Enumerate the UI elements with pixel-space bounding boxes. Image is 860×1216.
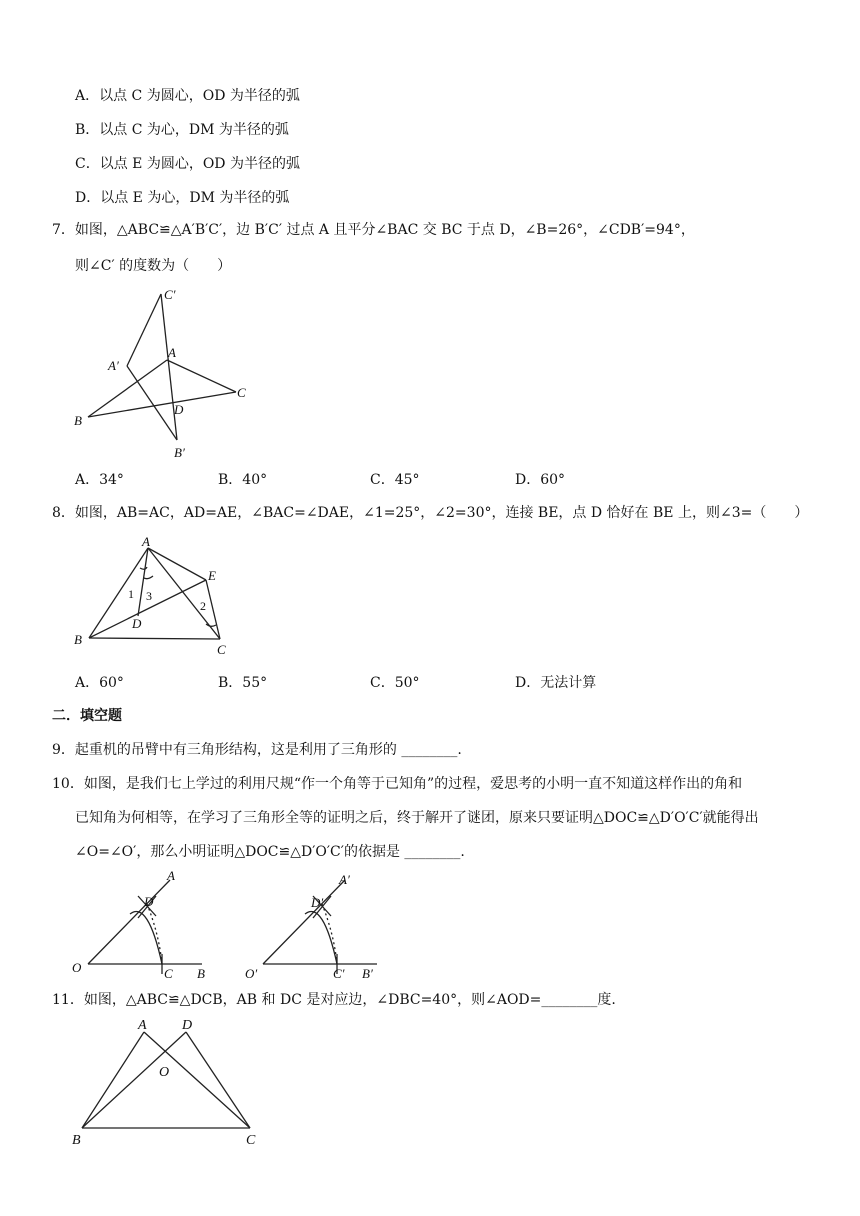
q10r-ray-OA	[263, 880, 345, 964]
q7-seg-A-C	[167, 360, 236, 392]
q8-label-B: B	[74, 632, 82, 647]
q7-option-b: B．40°	[218, 472, 268, 488]
q7-option-c: C．45°	[370, 472, 420, 488]
q8-label-1: 1	[128, 587, 134, 601]
q10-figure-left	[70, 866, 220, 982]
q7-option-a: A．34°	[75, 472, 124, 488]
q8-angle-arc-1	[140, 567, 147, 569]
q7-option-d: D．60°	[515, 472, 566, 488]
q8-angle-arc-3	[144, 576, 153, 579]
q7-label-B: B	[74, 413, 82, 428]
q8-label-3: 3	[146, 589, 152, 603]
q8-stem-line1: 8．如图，AB=AC，AD=AE，∠BAC=∠DAE，∠1=25°，∠2=30°，连接 BE，点 D 恰好在 BE 上，则∠3=（ ）	[52, 505, 809, 521]
q7-seg-Cp-Bp	[161, 294, 177, 440]
q11-seg-D-C	[186, 1032, 250, 1128]
q11-stem: 11．如图，△ABC≌△DCB，AB 和 DC 是对应边，∠DBC=40°，则∠AOD=________度.	[52, 992, 616, 1008]
q8-option-a: A．60°	[75, 675, 124, 691]
q8-label-E: E	[208, 568, 216, 583]
q7-stem-line2: 则∠C′ 的度数为（ ）	[75, 258, 232, 274]
q8-seg-A-D	[138, 548, 148, 616]
q11-label-A: A	[138, 1018, 147, 1033]
q8-label-C: C	[217, 642, 226, 657]
q6-option-c: C．以点 E 为圆心，OD 为半径的弧	[75, 156, 300, 172]
q10r-label-A: A′	[339, 872, 350, 887]
q10r-label-O: O′	[245, 966, 258, 981]
q10-stem-line2: 已知角为何相等，在学习了三角形全等的证明之后，终于解开了谜团，原来只要证明△DOC≌△D′O′C′就能得出	[75, 810, 759, 826]
q7-label-Cp: C′	[164, 287, 176, 302]
q11-label-O: O	[159, 1065, 170, 1080]
q9-stem: 9．起重机的吊臂中有三角形结构，这是利用了三角形的 ________.	[52, 742, 462, 758]
q11-label-C: C	[246, 1133, 256, 1148]
q10r-label-C: C′	[333, 966, 345, 981]
q7-label-Bp: B′	[174, 445, 185, 460]
q7-label-C: C	[237, 385, 246, 400]
q7-stem-line1: 7．如图，△ABC≌△A′B′C′，边 B′C′ 过点 A 且平分∠BAC 交 BC 于点 D，∠B=26°，∠CDB′=94°，	[52, 222, 695, 238]
q10l-label-O: O	[72, 960, 82, 975]
q8-figure	[70, 536, 240, 660]
q8-label-A: A	[142, 534, 150, 549]
q8-option-b: B．55°	[218, 675, 268, 691]
q7-seg-Cp-Ap	[127, 294, 161, 366]
q10r-label-B: B′	[362, 966, 373, 981]
q8-label-2: 2	[200, 599, 206, 613]
q8-seg-A-E	[148, 548, 206, 580]
q8-angle-arc-2	[206, 624, 216, 626]
q10-stem-line3: ∠O=∠O′，那么小明证明△DOC≌△D′O′C′的依据是 ________.	[75, 844, 465, 860]
q6-option-d: D．以点 E 为心，DM 为半径的弧	[75, 190, 290, 206]
q11-label-B: B	[72, 1133, 81, 1148]
q6-option-a: A．以点 C 为圆心，OD 为半径的弧	[75, 88, 300, 104]
q10-figure-right	[245, 866, 395, 982]
q7-figure	[70, 282, 270, 462]
section-heading-fill-in: 二．填空题	[52, 708, 122, 724]
q10l-label-B: B	[197, 966, 205, 981]
q11-seg-A-C	[144, 1032, 250, 1128]
q11-label-D: D	[182, 1018, 193, 1033]
q6-option-b: B．以点 C 为心，DM 为半径的弧	[75, 122, 289, 138]
q7-label-A: A	[168, 345, 176, 360]
q8-option-c: C．50°	[370, 675, 420, 691]
q10l-ray-OA	[88, 880, 170, 964]
q7-label-Ap: A′	[108, 358, 119, 373]
q11-figure	[68, 1018, 268, 1150]
q10-stem-line1: 10．如图，是我们七上学过的利用尺规“作一个角等于已知角”的过程，爱思考的小明一直不知道这样作出的角和	[52, 776, 743, 792]
q8-seg-B-C	[89, 638, 220, 639]
q10r-label-D: D′	[311, 895, 324, 910]
q8-option-d: D．无法计算	[515, 675, 597, 691]
q10l-label-A: A	[167, 868, 175, 883]
q7-label-D: D	[174, 402, 184, 417]
q10l-label-D: D	[144, 894, 154, 909]
q10l-label-C: C	[164, 966, 173, 981]
q8-label-D: D	[132, 616, 142, 631]
q7-seg-B-C	[88, 392, 236, 417]
